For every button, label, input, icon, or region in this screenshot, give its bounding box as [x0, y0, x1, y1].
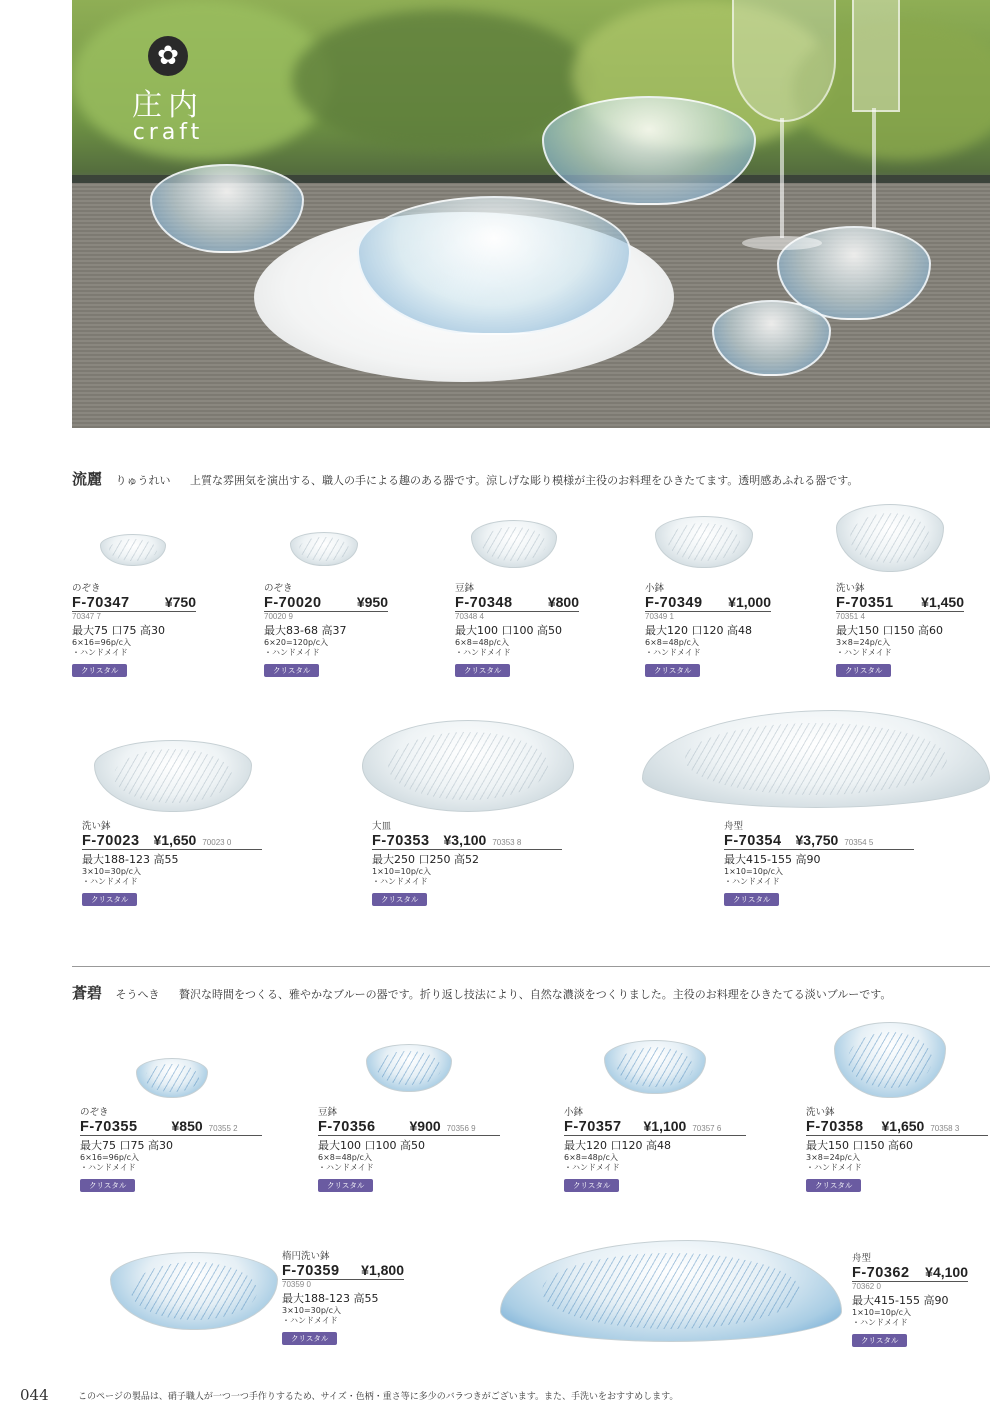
product-size: 最大188-123 高55: [82, 853, 179, 866]
product-category: 洗い鉢: [836, 583, 865, 594]
product-pack: 6×16=96p/c入: [80, 1153, 140, 1162]
page-number: 044: [20, 1386, 49, 1404]
product-note: ・ハンドメイド: [80, 1163, 136, 1172]
product-note: ・ハンドメイド: [72, 648, 128, 657]
product-price: ¥800: [547, 594, 579, 610]
product-note: ・ハンドメイド: [372, 877, 428, 886]
material-badge: クリスタル: [318, 1179, 373, 1192]
series-header-ryurei: [72, 468, 858, 489]
product-image: [834, 1022, 946, 1098]
material-badge: クリスタル: [724, 893, 779, 906]
product-card[interactable]: [836, 520, 964, 677]
product-note: ・ハンドメイド: [564, 1163, 620, 1172]
product-jan: 70347 7: [72, 612, 101, 621]
product-pack: 1×10=10p/c入: [724, 867, 784, 876]
material-badge: クリスタル: [282, 1332, 337, 1345]
product-size: 最大120 口120 高48: [645, 624, 752, 637]
material-badge: クリスタル: [806, 1179, 861, 1192]
product-jan: 70357 6: [692, 1124, 722, 1133]
product-price: ¥3,750: [795, 832, 839, 848]
product-price: ¥1,450: [921, 594, 964, 610]
product-price: ¥750: [164, 594, 196, 610]
product-jan: 70356 9: [446, 1124, 476, 1133]
product-price: ¥3,100: [443, 832, 487, 848]
product-size: 最大100 口100 高50: [455, 624, 562, 637]
product-image: [100, 534, 166, 566]
product-category: 大皿: [372, 821, 392, 832]
material-badge: クリスタル: [564, 1179, 619, 1192]
series-header-souheki: [72, 982, 891, 1003]
product-pack: 6×8=48p/c入: [455, 638, 509, 647]
product-size: 最大415-155 高90: [852, 1294, 949, 1307]
product-category: 舟型: [852, 1253, 872, 1264]
material-badge: クリスタル: [645, 664, 700, 677]
material-badge: クリスタル: [80, 1179, 135, 1192]
product-category: のぞき: [80, 1107, 109, 1118]
product-category: 豆鉢: [455, 583, 475, 594]
series-name: 蒼碧: [72, 984, 103, 1002]
product-pack: 3×10=30p/c入: [282, 1306, 342, 1315]
material-badge: クリスタル: [264, 664, 319, 677]
product-price: ¥850: [171, 1118, 203, 1134]
product-jan: 70355 2: [208, 1124, 238, 1133]
material-badge: クリスタル: [455, 664, 510, 677]
product-category: 豆鉢: [318, 1107, 338, 1118]
footnote: このページの製品は、硝子職人が一つ一つ手作りするため、サイズ・色柄・重さ等に多少のバラつきがございます。また、手洗いをおすすめします。: [78, 1392, 679, 1402]
product-card[interactable]: [282, 1248, 404, 1345]
series-description: 上質な雰囲気を演出する、職人の手による趣のある器です。涼しげな彫り模様が主役のお料理をひきたてます。透明感あふれる器です。: [190, 474, 859, 487]
product-code: F-70357: [564, 1119, 622, 1135]
product-note: ・ハンドメイド: [318, 1163, 374, 1172]
product-size: 最大188-123 高55: [282, 1292, 379, 1305]
material-badge: クリスタル: [372, 893, 427, 906]
product-code: F-70348: [455, 595, 513, 611]
product-card[interactable]: [372, 720, 562, 906]
brand-name-en: craft: [132, 120, 204, 145]
product-card[interactable]: [852, 1250, 968, 1347]
product-code: F-70023: [82, 833, 140, 849]
product-image: [655, 516, 753, 568]
product-card[interactable]: [724, 710, 914, 906]
product-price: ¥900: [409, 1118, 441, 1134]
product-pack: 6×8=48p/c入: [318, 1153, 372, 1162]
product-category: のぞき: [264, 583, 293, 594]
product-jan: 70351 4: [836, 612, 865, 621]
product-size: 最大415-155 高90: [724, 853, 821, 866]
product-category: 楕円洗い鉢: [282, 1251, 330, 1262]
product-note: ・ハンドメイド: [455, 648, 511, 657]
product-note: ・ハンドメイド: [264, 648, 320, 657]
product-pack: 6×8=48p/c入: [645, 638, 699, 647]
series-reading: りゅうれい: [115, 474, 171, 487]
product-jan: 70020 9: [264, 612, 293, 621]
product-code: F-70351: [836, 595, 894, 611]
product-price: ¥1,650: [153, 832, 197, 848]
product-jan: 70359 0: [282, 1280, 311, 1289]
product-image: [366, 1044, 452, 1092]
product-image: [94, 740, 252, 812]
product-note: ・ハンドメイド: [82, 877, 138, 886]
product-card[interactable]: [82, 740, 262, 906]
product-note: ・ハンドメイド: [852, 1318, 908, 1327]
product-pack: 6×20=120p/c入: [264, 638, 329, 647]
product-image: [136, 1058, 208, 1098]
product-card[interactable]: [318, 1040, 500, 1192]
product-pack: 3×8=24p/c入: [836, 638, 890, 647]
product-price: ¥1,100: [643, 1118, 687, 1134]
product-note: ・ハンドメイド: [806, 1163, 862, 1172]
product-image: [290, 532, 358, 566]
product-pack: 6×16=96p/c入: [72, 638, 132, 647]
product-note: ・ハンドメイド: [282, 1316, 338, 1325]
product-category: 舟型: [724, 821, 744, 832]
product-price: ¥1,650: [881, 1118, 925, 1134]
product-pack: 1×10=10p/c入: [852, 1308, 912, 1317]
material-badge: クリスタル: [82, 893, 137, 906]
product-image: [110, 1252, 278, 1330]
product-pack: 1×10=10p/c入: [372, 867, 432, 876]
product-category: 小鉢: [645, 583, 665, 594]
product-image: [500, 1240, 842, 1342]
product-card[interactable]: [80, 1040, 262, 1192]
series-description: 贅沢な時間をつくる、雅やかなブルーの器です。折り返し技法により、自然な濃淡をつくりました。主役のお料理をひきたてる淡いブルーです。: [179, 988, 892, 1001]
product-price: ¥4,100: [925, 1264, 968, 1280]
product-jan: 70348 4: [455, 612, 484, 621]
product-price: ¥1,000: [728, 594, 771, 610]
series-reading: そうへき: [115, 988, 160, 1001]
product-category: 洗い鉢: [806, 1107, 835, 1118]
product-card[interactable]: [564, 1040, 746, 1192]
product-size: 最大83-68 高37: [264, 624, 347, 637]
section-divider: [72, 966, 990, 967]
product-size: 最大75 口75 高30: [72, 624, 165, 637]
product-jan: 70362 0: [852, 1282, 881, 1291]
product-code: F-70358: [806, 1119, 864, 1135]
product-pack: 6×8=48p/c入: [564, 1153, 618, 1162]
product-category: 洗い鉢: [82, 821, 111, 832]
product-jan: 70358 3: [930, 1124, 960, 1133]
product-pack: 3×8=24p/c入: [806, 1153, 860, 1162]
product-note: ・ハンドメイド: [836, 648, 892, 657]
product-image: [471, 520, 557, 568]
product-size: 最大75 口75 高30: [80, 1139, 173, 1152]
product-code: F-70349: [645, 595, 703, 611]
product-category: のぞき: [72, 583, 101, 594]
brand-name-jp: 庄内: [132, 88, 204, 123]
product-category: 小鉢: [564, 1107, 584, 1118]
product-card[interactable]: [806, 1040, 988, 1192]
product-jan: 70353 8: [492, 838, 522, 847]
product-pack: 3×10=30p/c入: [82, 867, 142, 876]
product-price: ¥950: [356, 594, 388, 610]
product-card[interactable]: [455, 520, 579, 677]
product-code: F-70355: [80, 1119, 138, 1135]
product-card[interactable]: [72, 520, 196, 677]
flower-crest-icon: ✿: [148, 36, 188, 76]
material-badge: クリスタル: [836, 664, 891, 677]
product-jan: 70354 5: [844, 838, 874, 847]
product-code: F-70353: [372, 833, 430, 849]
product-size: 最大120 口120 高48: [564, 1139, 671, 1152]
hero-photo: [72, 0, 990, 428]
product-note: ・ハンドメイド: [645, 648, 701, 657]
product-code: F-70359: [282, 1263, 340, 1279]
product-code: F-70356: [318, 1119, 376, 1135]
product-size: 最大150 口150 高60: [836, 624, 943, 637]
product-image: [362, 720, 574, 812]
product-code: F-70347: [72, 595, 130, 611]
product-size: 最大150 口150 高60: [806, 1139, 913, 1152]
product-code: F-70362: [852, 1265, 910, 1281]
material-badge: クリスタル: [852, 1334, 907, 1347]
product-size: 最大250 口250 高52: [372, 853, 479, 866]
product-card[interactable]: [264, 520, 388, 677]
product-image: [836, 504, 944, 572]
product-size: 最大100 口100 高50: [318, 1139, 425, 1152]
product-note: ・ハンドメイド: [724, 877, 780, 886]
product-image: [642, 710, 990, 808]
product-price: ¥1,800: [361, 1262, 404, 1278]
series-name: 流麗: [72, 470, 103, 488]
product-jan: 70023 0: [202, 838, 232, 847]
product-card[interactable]: [645, 520, 771, 677]
product-jan: 70349 1: [645, 612, 674, 621]
brand-logo: [128, 36, 208, 145]
product-code: F-70020: [264, 595, 322, 611]
product-code: F-70354: [724, 833, 782, 849]
product-image: [604, 1040, 706, 1094]
material-badge: クリスタル: [72, 664, 127, 677]
